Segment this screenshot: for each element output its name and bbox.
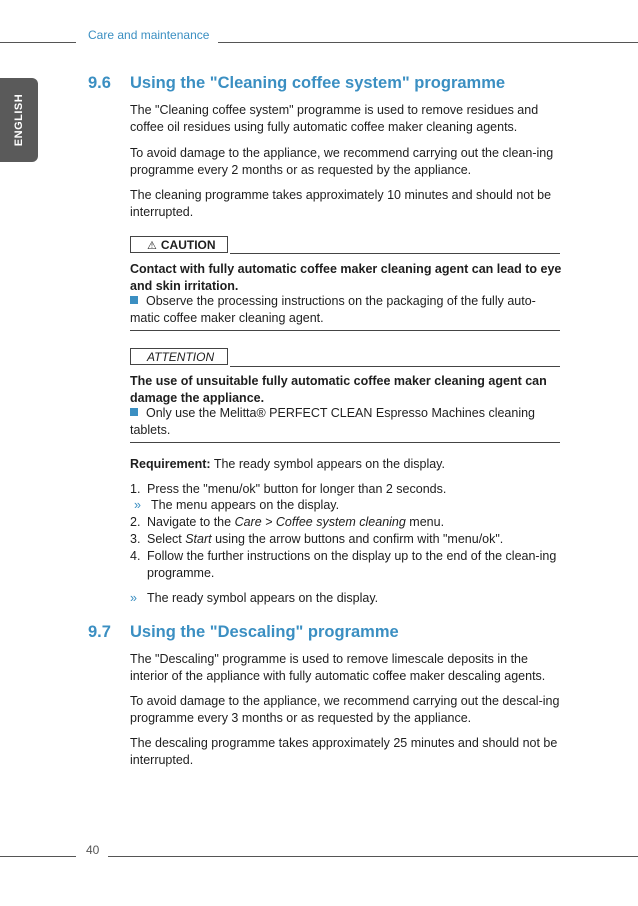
caution-label: CAUTION: [160, 238, 216, 252]
step-text: Press the "menu/ok" button for longer than 2 seconds.: [147, 482, 447, 496]
step-number: 3.: [130, 532, 141, 546]
section-9-7-heading: [88, 623, 399, 642]
section-title: Using the "Descaling" programme: [130, 623, 399, 641]
step-text: Select: [147, 532, 186, 546]
header-section-title: Care and maintenance: [88, 28, 210, 42]
step-number: 4.: [130, 549, 141, 563]
menu-path: Care > Coffee system cleaning: [234, 515, 406, 529]
paragraph: The "Descaling" programme is used to remove limescale deposits in the interior of the appliance with fully automatic coffee maker descaling agents.: [130, 652, 546, 683]
paragraph: To avoid damage to the appliance, we recommend carrying out the clean-ing programme every 2 months or as requested by the appliance.: [130, 146, 554, 177]
menu-option: Start: [185, 532, 212, 546]
step-1: [130, 481, 562, 498]
divider: [130, 330, 560, 331]
step-number: 2.: [130, 515, 141, 529]
attention-label-box: [130, 348, 228, 365]
step-4: [130, 548, 562, 582]
paragraph: The descaling programme takes approximately 25 minutes and should not be interrupted.: [130, 736, 558, 767]
attention-line: [230, 366, 560, 367]
attention-bold-text: The use of unsuitable fully automatic coffee maker cleaning agent can damage the appliance.: [130, 374, 547, 405]
section-number: 9.6: [88, 74, 111, 92]
section-number: 9.7: [88, 623, 111, 641]
language-tab-label: ENGLISH: [13, 93, 25, 147]
step-2: [130, 514, 562, 531]
step-1-result: [134, 497, 566, 514]
square-bullet-icon: [130, 408, 138, 416]
caution-list-item: [130, 293, 562, 327]
attention-item-text: Only use the Melitta® PERFECT CLEAN Espresso Machines cleaning tablets.: [130, 406, 536, 437]
caution-line: [230, 253, 560, 254]
paragraph: To avoid damage to the appliance, we recommend carrying out the descal-ing programme every 3 months or as requested by the appliance.: [130, 694, 560, 725]
square-bullet-icon: [130, 296, 138, 304]
attention-list-item: [130, 405, 562, 439]
footer-line-right: [108, 856, 638, 857]
requirement-label: Requirement:: [130, 457, 211, 471]
section-title: Using the "Cleaning coffee system" programme: [130, 74, 506, 92]
result-arrow-icon: »: [130, 591, 137, 605]
attention-label: ATTENTION: [147, 350, 215, 364]
step-text: menu.: [405, 515, 445, 529]
divider: [130, 442, 560, 443]
warning-icon: ⚠: [147, 240, 157, 252]
step-number: 1.: [130, 482, 141, 496]
paragraph: The "Cleaning coffee system" programme is used to remove residues and coffee oil residues using fully automatic coffee maker cleaning agents.: [130, 103, 539, 134]
final-result: [130, 590, 562, 607]
step-3: [130, 531, 562, 548]
step-text: using the arrow buttons and confirm with "menu/ok".: [211, 532, 504, 546]
header-line-left: [0, 42, 76, 43]
paragraph: The cleaning programme takes approximately 10 minutes and should not be interrupted.: [130, 188, 552, 219]
caution-label-box: [130, 236, 228, 253]
step-result-text: The menu appears on the display.: [151, 498, 340, 512]
result-arrow-icon: »: [134, 498, 141, 512]
requirement: [130, 456, 562, 473]
final-result-text: The ready symbol appears on the display.: [147, 591, 379, 605]
footer-line-left: [0, 856, 76, 857]
caution-item-text: Observe the processing instructions on the packaging of the fully auto-matic coffee maker cleaning agent.: [130, 294, 536, 325]
header-line-right: [218, 42, 638, 43]
caution-bold-text: Contact with fully automatic coffee maker cleaning agent can lead to eye and skin irritation.: [130, 262, 562, 293]
section-9-6-heading: [88, 74, 505, 93]
requirement-text: The ready symbol appears on the display.: [213, 457, 445, 471]
step-text: Follow the further instructions on the display up to the end of the clean-ing programme.: [147, 549, 557, 580]
page-number: 40: [86, 843, 100, 857]
step-text: Navigate to the: [147, 515, 235, 529]
language-tab: [0, 78, 38, 162]
